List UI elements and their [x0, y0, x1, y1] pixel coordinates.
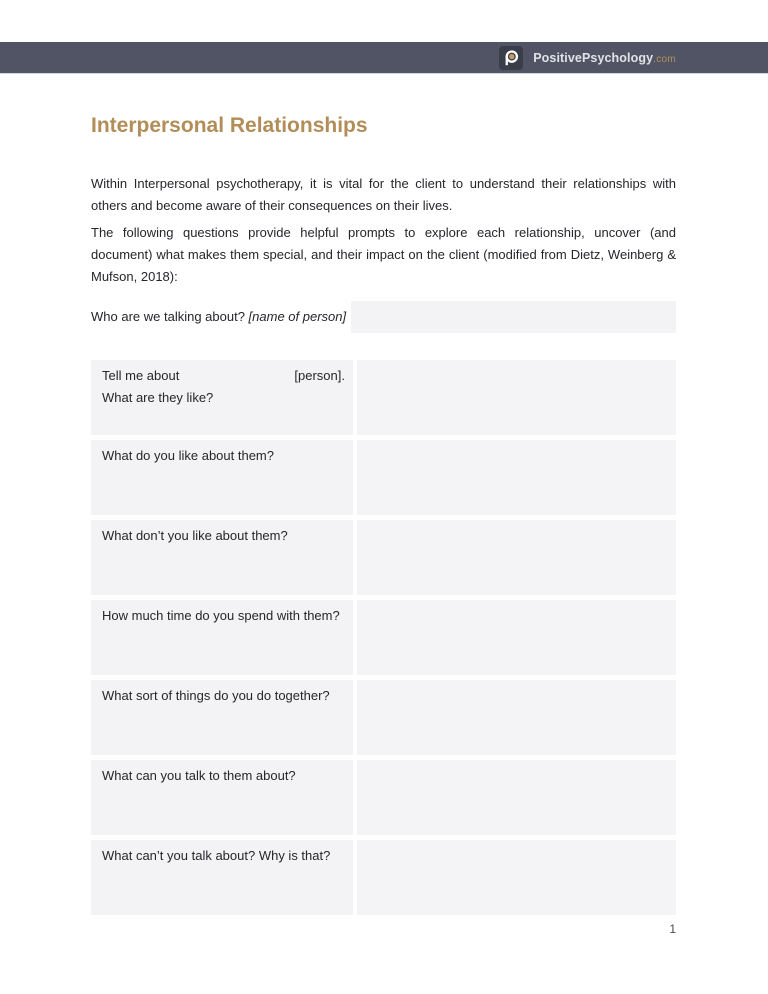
question-cell: What do you like about them? [91, 440, 353, 515]
question-cell: What can you talk to them about? [91, 760, 353, 835]
page-title: Interpersonal Relationships [91, 114, 368, 137]
page-number: 1 [669, 922, 676, 936]
question-person-placeholder: [person]. [294, 368, 345, 383]
table-row [91, 760, 676, 835]
brand-header-bar [0, 42, 768, 73]
question-line-2: What are they like? [102, 390, 214, 405]
answer-cell[interactable] [357, 760, 676, 835]
question-cell: What can’t you talk about? Why is that? [91, 840, 353, 915]
question-cell: What sort of things do you do together? [91, 680, 353, 755]
answer-cell[interactable] [357, 520, 676, 595]
table-row [91, 440, 676, 515]
positivepsychology-p-icon [499, 46, 523, 70]
answer-cell[interactable] [357, 600, 676, 675]
name-input-field[interactable] [351, 301, 676, 333]
question-cell [91, 360, 353, 435]
table-row [91, 600, 676, 675]
table-row [91, 520, 676, 595]
positivepsychology-logo [499, 46, 523, 70]
question-text: Tell me about [102, 368, 180, 383]
brand-suffix: .com [653, 53, 676, 65]
answer-cell[interactable] [357, 440, 676, 515]
question-cell: What don’t you like about them? [91, 520, 353, 595]
table-row [91, 680, 676, 755]
instructions-paragraph: The following questions provide helpful prompts to explore each relationship, uncover (and document) what makes them special, and their impact on the client (modified from Dietz, Weinberg & Mufson, 2018): [91, 225, 676, 284]
name-prompt-label [91, 306, 351, 328]
name-prompt-text: Who are we talking about? [91, 309, 249, 324]
brand-name: PositivePsychology [533, 50, 654, 65]
answer-cell[interactable] [357, 840, 676, 915]
question-answer-table [91, 360, 676, 915]
table-row [91, 840, 676, 915]
question-line-1 [102, 365, 345, 387]
answer-cell[interactable] [357, 360, 676, 435]
question-cell: How much time do you spend with them? [91, 600, 353, 675]
name-prompt-row [91, 301, 676, 333]
table-row [91, 360, 676, 435]
page-content [0, 113, 768, 915]
answer-cell[interactable] [357, 680, 676, 755]
name-prompt-hint: [name of person] [248, 309, 347, 324]
brand-wordmark [533, 51, 676, 65]
intro-paragraph: Within Interpersonal psychotherapy, it is vital for the client to understand their relationships with others and become aware of their consequences on their lives. [91, 176, 676, 213]
